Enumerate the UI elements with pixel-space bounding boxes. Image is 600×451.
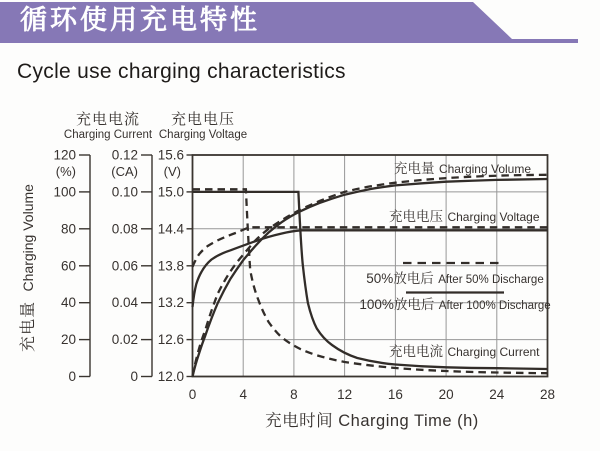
- x-tick: 28: [539, 387, 556, 402]
- curve-voltage-100-discharge: [193, 230, 548, 307]
- voltage-tick: 12.6: [157, 332, 184, 348]
- voltage-axis-header-zh: 充电电压: [170, 111, 236, 128]
- voltage-axis-ticks: [158, 148, 185, 385]
- x-tick: 4: [239, 387, 247, 402]
- volume-axis-ticks: [53, 148, 76, 385]
- section-title: 循环使用充电特性: [20, 5, 260, 35]
- current-axis: [141, 155, 152, 377]
- current-axis-ticks: [111, 148, 138, 385]
- volume-tick: 60: [60, 258, 76, 274]
- volume-side-label-zh: 充电量: [20, 300, 37, 352]
- current-tick: 0.12: [111, 147, 138, 163]
- voltage-tick: 12.0: [157, 369, 184, 384]
- voltage-tick: 15.0: [157, 184, 184, 200]
- current-tick: 0.02: [111, 332, 138, 348]
- x-tick: 16: [387, 387, 403, 402]
- voltage-unit: (V): [163, 164, 181, 179]
- volume-tick: 40: [60, 295, 76, 311]
- volume-axis: [79, 155, 90, 377]
- x-tick: 24: [489, 387, 505, 402]
- voltage-tick: 13.2: [157, 295, 184, 311]
- current-axis-header-zh: 充电电流: [75, 111, 141, 128]
- x-axis-ticks: [189, 387, 555, 402]
- current-unit: (CA): [111, 164, 138, 179]
- current-curve-label: [389, 343, 540, 360]
- volume-side-label-en: Charging Volume: [20, 184, 36, 292]
- current-curve-label-en: Charging Current: [447, 345, 540, 359]
- voltage-curve-label-zh: 充电电压: [389, 209, 443, 224]
- x-tick: 0: [188, 387, 197, 402]
- current-tick: 0: [130, 369, 138, 384]
- current-curve-label-zh: 充电电流: [389, 344, 443, 359]
- x-tick: 8: [290, 387, 298, 402]
- volume-curve-label: [394, 160, 531, 177]
- legend-50-label-zh: 50%放电后: [366, 271, 434, 286]
- x-tick: 12: [337, 387, 353, 402]
- voltage-tick: 14.4: [157, 221, 184, 237]
- curve-voltage-50-discharge: [193, 227, 548, 267]
- current-tick: 0.10: [111, 184, 138, 200]
- voltage-curve-label-en: Charging Voltage: [447, 210, 540, 224]
- current-tick: 0.08: [111, 221, 138, 237]
- legend-100-label-zh: 100%放电后: [359, 297, 435, 312]
- legend-100-label: [359, 296, 550, 313]
- legend-100-label-en: After 100% Discharge: [438, 300, 551, 312]
- volume-tick: 120: [53, 147, 76, 163]
- volume-tick: 20: [60, 332, 76, 348]
- current-tick: 0.06: [111, 258, 138, 274]
- voltage-tick: 13.8: [157, 258, 184, 274]
- volume-tick: 80: [60, 221, 76, 237]
- page-subtitle: Cycle use charging characteristics: [17, 60, 346, 83]
- volume-tick: 100: [53, 184, 76, 200]
- current-tick: 0.04: [111, 295, 138, 311]
- voltage-curve-label: [389, 208, 540, 225]
- x-axis-label: 充电时间 Charging Time (h): [265, 412, 479, 430]
- current-axis-header-en: Charging Current: [63, 129, 153, 141]
- voltage-axis-header-en: Charging Voltage: [158, 129, 248, 141]
- legend-50-label: [366, 270, 543, 287]
- volume-axis-side-label: [19, 184, 37, 352]
- legend-50-label-en: After 50% Discharge: [438, 274, 544, 286]
- x-tick: 20: [438, 387, 454, 402]
- volume-unit: (%): [55, 164, 76, 179]
- volume-curve-label-zh: 充电量: [394, 161, 435, 176]
- voltage-tick: 15.6: [157, 147, 184, 163]
- volume-curve-label-en: Charging Volume: [438, 162, 532, 176]
- volume-tick: 0: [68, 369, 76, 384]
